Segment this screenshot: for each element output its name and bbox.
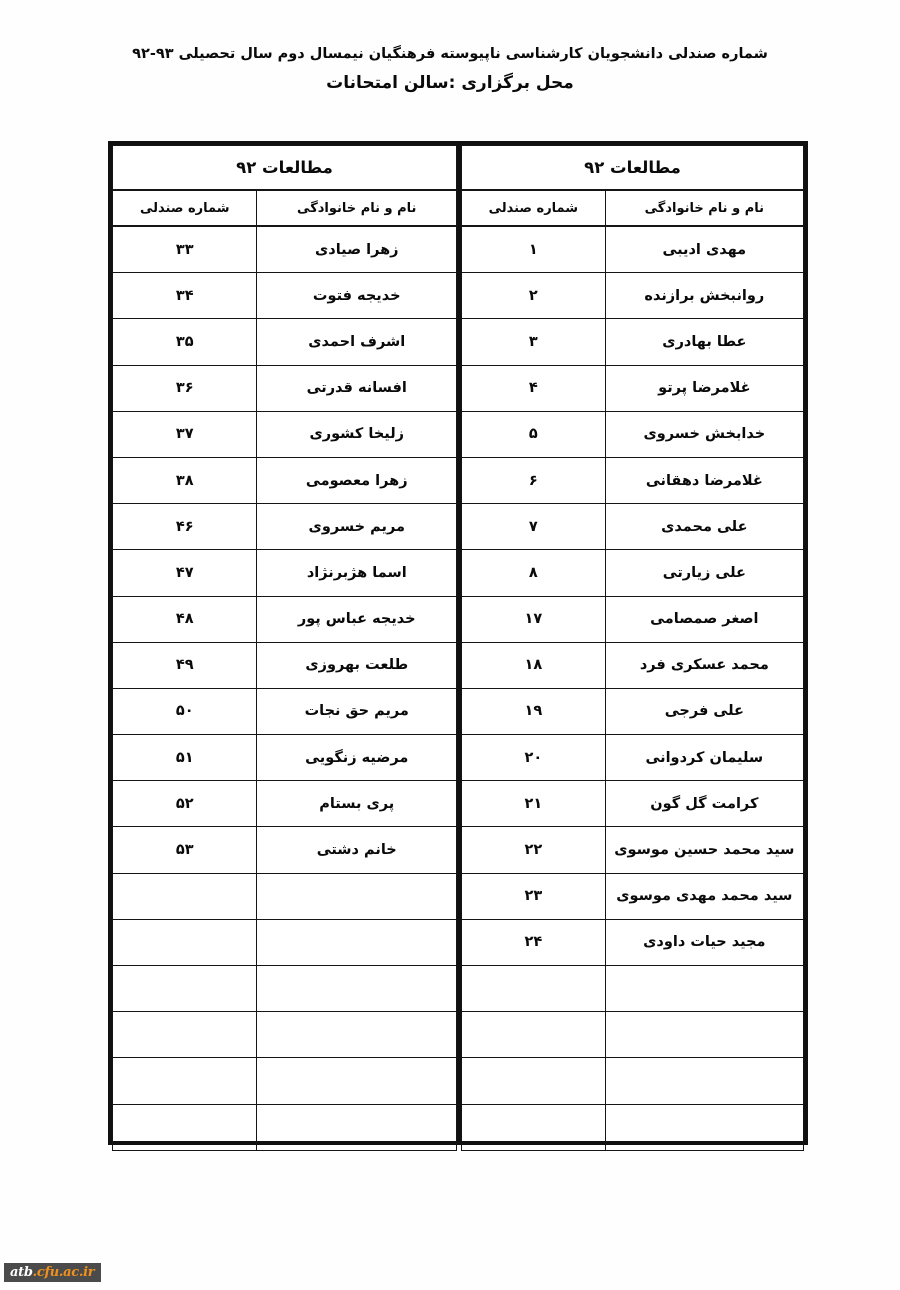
table-row: [113, 688, 457, 734]
cell-seat-number: ۵۰: [113, 688, 257, 734]
table-row: [113, 1058, 457, 1104]
seat-table-left-half: [112, 145, 458, 1141]
page-title: شماره صندلی دانشجویان کارشناسی ناپیوسته فرهنگیان نیمسال دوم سال تحصیلی ۹۳-۹۲: [132, 46, 768, 62]
table-row: [113, 642, 457, 688]
table-row: [462, 642, 804, 688]
page-subtitle: محل برگزاری :سالن امتحانات: [326, 73, 574, 94]
cell-student-name: خدیجه فتوت: [257, 273, 457, 319]
cell-seat-number: [462, 1104, 606, 1150]
cell-seat-number: ۲۴: [462, 919, 606, 965]
table-row: [462, 827, 804, 873]
cell-student-name: [257, 919, 457, 965]
cell-seat-number: ۵۱: [113, 735, 257, 781]
cell-seat-number: ۱: [462, 226, 606, 273]
table-row: [462, 1104, 804, 1150]
group-header-row: [113, 146, 457, 191]
cell-seat-number: ۱۹: [462, 688, 606, 734]
column-header-seat-left: شماره صندلی: [113, 190, 257, 226]
cell-seat-number: ۸: [462, 550, 606, 596]
table-row: [462, 1012, 804, 1058]
cell-seat-number: ۱۸: [462, 642, 606, 688]
cell-seat-number: ۵۳: [113, 827, 257, 873]
table-row: [462, 781, 804, 827]
cell-seat-number: ۱۷: [462, 596, 606, 642]
cell-student-name: اشرف احمدی: [257, 319, 457, 365]
table-row: [113, 550, 457, 596]
table-row: [462, 1058, 804, 1104]
table-row: [462, 319, 804, 365]
cell-seat-number: ۳۴: [113, 273, 257, 319]
cell-student-name: [605, 1104, 803, 1150]
seat-tables-frame: [108, 141, 808, 1145]
table-row: [113, 827, 457, 873]
table-row: [113, 735, 457, 781]
cell-seat-number: [113, 1012, 257, 1058]
cell-seat-number: ۳۸: [113, 457, 257, 503]
cell-seat-number: ۵: [462, 411, 606, 457]
cell-student-name: مریم حق نجات: [257, 688, 457, 734]
table-row: [462, 919, 804, 965]
column-header-name-left: نام و نام خانوادگی: [257, 190, 457, 226]
column-header-row: [462, 190, 804, 226]
cell-student-name: مرضیه زنگویی: [257, 735, 457, 781]
cell-seat-number: ۲: [462, 273, 606, 319]
cell-seat-number: [113, 966, 257, 1012]
table-row: [462, 550, 804, 596]
cell-student-name: مجید حیات داودی: [605, 919, 803, 965]
table-row: [113, 873, 457, 919]
table-row: [462, 966, 804, 1012]
seat-table-left: [112, 145, 457, 1151]
table-row: [113, 966, 457, 1012]
seat-table-left-head: [113, 146, 457, 227]
cell-seat-number: ۴۹: [113, 642, 257, 688]
column-header-name-right: نام و نام خانوادگی: [605, 190, 803, 226]
seat-table-right-body: [462, 226, 804, 1150]
cell-seat-number: ۳۶: [113, 365, 257, 411]
table-row: [113, 504, 457, 550]
cell-seat-number: ۲۱: [462, 781, 606, 827]
table-row: [113, 919, 457, 965]
cell-student-name: علی فرجی: [605, 688, 803, 734]
table-row: [113, 781, 457, 827]
cell-student-name: سلیمان کردوانی: [605, 735, 803, 781]
seat-table-right-head: [462, 146, 804, 227]
table-row: [462, 688, 804, 734]
table-row: [113, 273, 457, 319]
cell-student-name: اسما هژبرنژاد: [257, 550, 457, 596]
cell-seat-number: ۵۲: [113, 781, 257, 827]
cell-student-name: علی محمدی: [605, 504, 803, 550]
cell-student-name: مهدی ادیبی: [605, 226, 803, 273]
watermark-text-primary: atb: [10, 1265, 33, 1280]
cell-seat-number: ۳۳: [113, 226, 257, 273]
cell-student-name: زهرا صیادی: [257, 226, 457, 273]
table-row: [462, 411, 804, 457]
cell-student-name: علی زیارتی: [605, 550, 803, 596]
cell-student-name: افسانه قدرتی: [257, 365, 457, 411]
cell-seat-number: [113, 1104, 257, 1150]
cell-seat-number: ۴۸: [113, 596, 257, 642]
cell-student-name: روانبخش برازنده: [605, 273, 803, 319]
cell-seat-number: ۲۰: [462, 735, 606, 781]
column-header-seat-right: شماره صندلی: [462, 190, 606, 226]
seat-table-right-half: [458, 145, 804, 1141]
cell-seat-number: ۲۳: [462, 873, 606, 919]
cell-seat-number: ۷: [462, 504, 606, 550]
cell-student-name: [605, 1012, 803, 1058]
cell-student-name: محمد عسکری فرد: [605, 642, 803, 688]
table-row: [462, 457, 804, 503]
seat-table-right: [461, 145, 804, 1151]
cell-seat-number: ۳۵: [113, 319, 257, 365]
table-row: [113, 411, 457, 457]
cell-student-name: مریم خسروی: [257, 504, 457, 550]
site-watermark: [4, 1263, 101, 1282]
cell-seat-number: ۴۶: [113, 504, 257, 550]
cell-student-name: اصغر صمصامی: [605, 596, 803, 642]
table-row: [462, 365, 804, 411]
cell-student-name: عطا بهادری: [605, 319, 803, 365]
cell-seat-number: ۴۷: [113, 550, 257, 596]
table-row: [462, 273, 804, 319]
watermark-text-domain: .cfu.ac.ir: [32, 1265, 95, 1280]
cell-student-name: پری بستام: [257, 781, 457, 827]
cell-student-name: خدابخش خسروی: [605, 411, 803, 457]
cell-student-name: [257, 966, 457, 1012]
document-title-block: [0, 44, 900, 93]
cell-student-name: [257, 1058, 457, 1104]
cell-student-name: کرامت گل گون: [605, 781, 803, 827]
group-header-left: مطالعات ۹۲: [113, 146, 457, 191]
cell-seat-number: ۶: [462, 457, 606, 503]
cell-seat-number: ۴: [462, 365, 606, 411]
table-row: [462, 504, 804, 550]
cell-seat-number: ۲۲: [462, 827, 606, 873]
cell-student-name: [257, 873, 457, 919]
seat-table-left-body: [113, 226, 457, 1150]
table-row: [113, 1012, 457, 1058]
cell-student-name: سید محمد حسین موسوی: [605, 827, 803, 873]
cell-seat-number: [462, 1012, 606, 1058]
table-row: [113, 365, 457, 411]
cell-seat-number: [113, 1058, 257, 1104]
cell-student-name: سید محمد مهدی موسوی: [605, 873, 803, 919]
table-row: [113, 319, 457, 365]
table-row: [462, 226, 804, 273]
group-header-right: مطالعات ۹۲: [462, 146, 804, 191]
cell-student-name: خدیجه عباس پور: [257, 596, 457, 642]
cell-seat-number: [113, 919, 257, 965]
table-row: [113, 1104, 457, 1150]
table-row: [113, 457, 457, 503]
cell-seat-number: [113, 873, 257, 919]
column-header-row: [113, 190, 457, 226]
cell-student-name: غلامرضا پرتو: [605, 365, 803, 411]
table-row: [462, 735, 804, 781]
table-row: [462, 873, 804, 919]
cell-seat-number: [462, 966, 606, 1012]
cell-student-name: زلیخا کشوری: [257, 411, 457, 457]
cell-seat-number: ۳۷: [113, 411, 257, 457]
cell-seat-number: ۳: [462, 319, 606, 365]
cell-student-name: [605, 966, 803, 1012]
cell-student-name: [257, 1012, 457, 1058]
cell-student-name: خانم دشتی: [257, 827, 457, 873]
cell-student-name: [605, 1058, 803, 1104]
table-row: [462, 596, 804, 642]
group-header-row: [462, 146, 804, 191]
table-row: [113, 596, 457, 642]
cell-student-name: زهرا معصومی: [257, 457, 457, 503]
cell-student-name: طلعت بهروزی: [257, 642, 457, 688]
cell-student-name: غلامرضا دهقانی: [605, 457, 803, 503]
cell-seat-number: [462, 1058, 606, 1104]
table-row: [113, 226, 457, 273]
cell-student-name: [257, 1104, 457, 1150]
